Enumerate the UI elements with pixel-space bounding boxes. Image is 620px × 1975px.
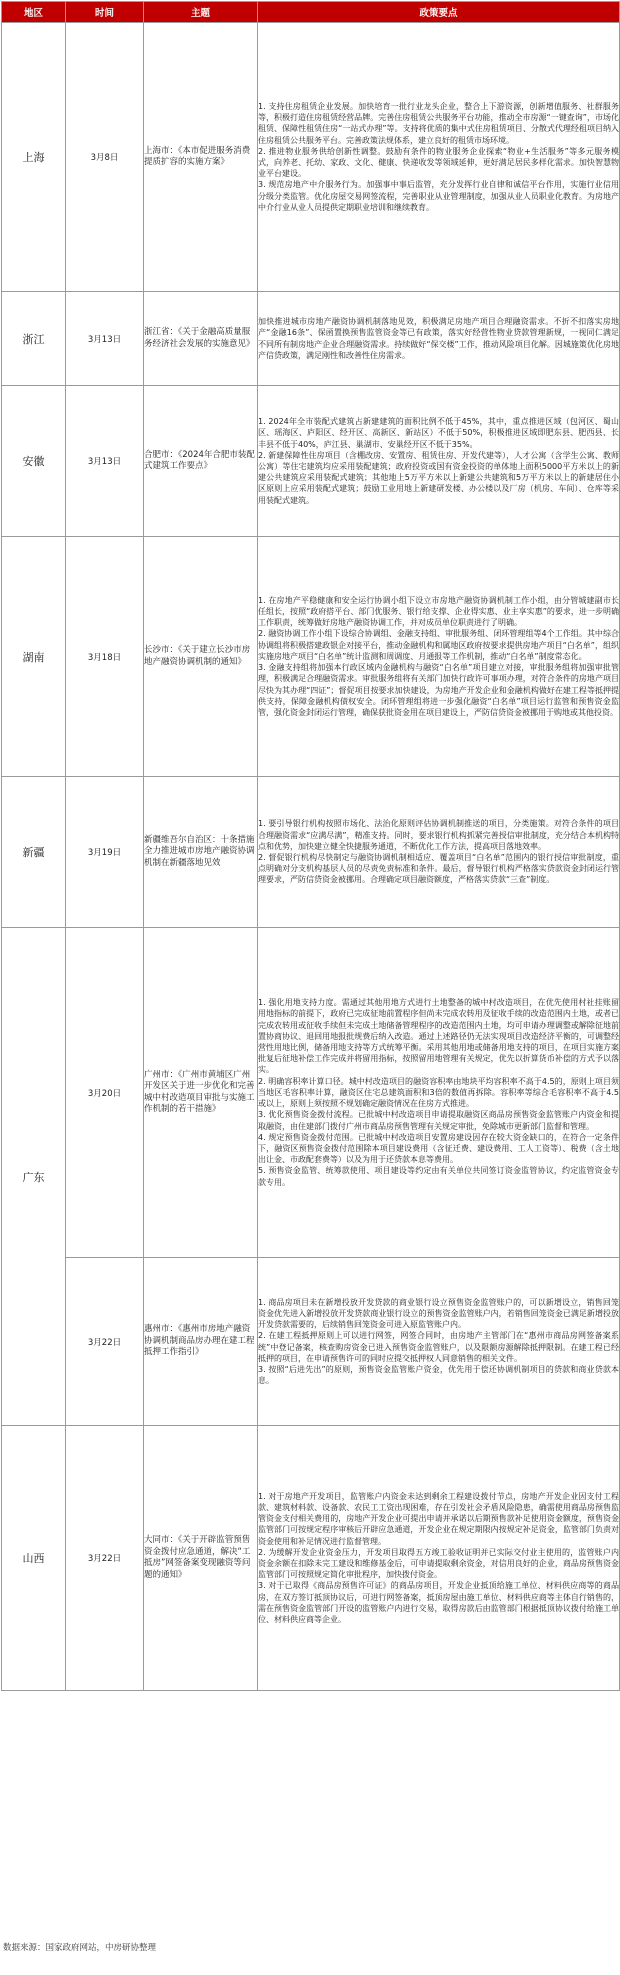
topic-cell: 新疆维吾尔自治区：十条措施全力推进城市房地产融资协调机制在新疆落地见效 <box>144 777 258 928</box>
topic-cell: 大同市：《关于开辟监管预售资金拨付应急通道，解决“工抵房”网签备案变现融资等问题的通知》 <box>144 1426 258 1691</box>
points-cell <box>258 1258 620 1426</box>
table-row <box>2 777 620 928</box>
date-cell: 3月20日 <box>66 928 144 1258</box>
points-cell <box>258 386 620 537</box>
table-row <box>2 1258 620 1426</box>
policy-point: 5. 预售资金监管、统筹款使用、项目建设等约定由有关单位共同签订资金监管协议，约定监管资金专款专用。 <box>258 1166 619 1187</box>
policy-point: 2. 为缓解开发企业资金压力，开发项目取得五方竣工验收证明并已实际交付业主使用的，监管账户内资金余额在扣除未完工建设和维修基金后，可申请提取剩余资金，对信用良好的企业，商品房预售资金监管部门可按照规定简化审批程序，加快拨付资金。 <box>258 1547 619 1580</box>
table-row <box>2 537 620 777</box>
points-cell <box>258 292 620 386</box>
policy-point: 1. 商品房项目未在新增投放开发贷款的商业银行设立预售资金监管账户的，可以新增设立，销售回笼资金优先进入新增投放开发贷款商业银行设立的预售资金监管账户内，若销售回笼资金已满足新增投放开发贷款需要的，后续销售回笼资金可进入原监管账户内。 <box>258 1297 619 1330</box>
date-cell: 3月19日 <box>66 777 144 928</box>
points-cell <box>258 777 620 928</box>
table-row <box>2 292 620 386</box>
header-topic: 主题 <box>144 2 258 23</box>
points-cell <box>258 537 620 777</box>
table-row <box>2 1426 620 1691</box>
policy-point: 2. 推进物业服务供给创新性调整。鼓励有条件的物业服务企业探索“物业+生活服务”等多元服务模式，向养老、托幼、家政、文化、健康、快递收发等领域延伸，更好满足居民多样化需求。加快智慧物业平台建设。 <box>258 146 619 179</box>
policy-point: 1. 要引导银行机构按照市场化、法治化原则评估协调机制推送的项目，分类施策。对符合条件的项目合理融资需求“应满尽满”，精准支持。同时，要求银行机构抓紧完善授信审批制度，充分结合本机构特点和优势，加快建立健全快捷服务通道，不断优化工作方法，提高项目落地效率。 <box>258 819 619 851</box>
policy-point: 3. 规范房地产中介服务行为。加强事中事后监管，充分发挥行业自律和诚信平台作用，实施行业信用分级分类监管。优化房屋交易网签流程，完善职业从业管理制度，加强从业人员职业化教育。为房地产中介行业从业人员提供定期职业培训和继续教育。 <box>258 180 619 212</box>
topic-cell: 合肥市：《2024年合肥市装配式建筑工作要点》 <box>144 386 258 537</box>
header-date: 时间 <box>66 2 144 23</box>
topic-cell: 广州市：《广州市黄埔区广州开发区关于进一步优化和完善城中村改造项目审批与实施工作机制的若干措施》 <box>144 928 258 1258</box>
topic-cell: 浙江省：《关于金融高质量服务经济社会发展的实施意见》 <box>144 292 258 386</box>
points-cell <box>258 928 620 1258</box>
source-note: 数据来源：国家政府网站，中房研协整理 <box>3 1943 157 1953</box>
points-cell <box>258 23 620 292</box>
policy-point: 4. 规定预售资金拨付范围。已批城中村改造项目安置房建设因存在较大资金缺口的，在符合一定条件下，融资区预售资金拨付范围除本项目建设费用（含征迁费、建设费用、工人工资等）、税费（含土地出让金、市政配套费等）以及为用于还贷款本息等费用。 <box>258 1132 619 1165</box>
policy-point: 2. 明确容积率计算口径。城中村改造项目的融资容积率由地块平均容积率不高于4.5的，原则上项目须当地区毛容积率计算，融资区住宅总建筑面积和3倍的数值再拆除。容积率等综合毛容积率不高于4.5或以上，原则上须按照不规划确定融资情况在住房方式推进。 <box>258 1076 619 1109</box>
policy-point: 1. 在房地产平稳健康和安全运行协调小组下设立市房地产融资协调机制工作小组，由分管城建副市长任组长，按照“政府搭平台、部门优服务、银行给支撑、企业得实惠、业主享实惠”的要求，进一步明确工作职责，统筹做好房地产融资协调工作，并对成员单位职责进行了明确。 <box>258 595 619 628</box>
region-cell: 新疆 <box>2 777 66 928</box>
policy-point: 1. 2024年全市装配式建筑占新建建筑的面积比例不低于45%，其中，重点推进区域（包河区、蜀山区、瑶海区、庐阳区、经开区、高新区、新站区）不低于50%，积极推进区域即肥东县、肥西县、长丰县不低于40%，庐江县、巢湖市、安巢经开区不低于35%。 <box>258 417 619 449</box>
topic-cell: 惠州市：《惠州市房地产融资协调机制商品房办理在建工程抵押工作指引》 <box>144 1258 258 1426</box>
policy-point: 加快推进城市房地产融资协调机制落地见效，积极满足房地产项目合理融资需求。不折不扣落实房地产“金融16条”、保函置换预售监管资金等已有政策，落实好经营性物业贷款管理新规，一视同仁满足不同所有制房地产企业合理融资需求。持续做好“保交楼”工作，推动风险项目化解。因城施策优化房地产信贷政策，满足刚性和改善性住房需求。 <box>258 317 619 360</box>
date-cell: 3月22日 <box>66 1258 144 1426</box>
region-cell: 广东 <box>2 928 66 1426</box>
policy-point: 3. 按照“后进先出”的原则，预售资金监管账户资金，优先用于偿还协调机制项目的贷款和商业贷款本息。 <box>258 1364 619 1386</box>
date-cell: 3月22日 <box>66 1426 144 1691</box>
date-cell: 3月18日 <box>66 537 144 777</box>
header-points: 政策要点 <box>258 2 620 23</box>
date-cell: 3月13日 <box>66 292 144 386</box>
policy-point: 1. 强化用地支持力度。需通过其他用地方式进行土地整备的城中村改造项目，在优先使用村社挂账留用地指标的前提下，政府已完成征地前置程序但尚未完成农转用及征收手续的改造范围内土地，或者已完成农转用或征收手续但未完成土地储备管理程序的改造范围内土地，均可申请办理调整或解除征地前置协商协议、退回用地报批规费后纳入改造。通过上述路径仍无法实现项目改造经济平衡的，可调整经营性用地比例，储备用地支持等方式统筹平衡。采用其他用地或储备用地支持的项目，在项目实施方案批复后征地补偿工作完成并将留用指标，按照留用地管理有关规定，优先以折算货币补偿的方式予以落实。 <box>258 998 619 1075</box>
region-cell: 山西 <box>2 1426 66 1691</box>
table-row <box>2 928 620 1258</box>
topic-cell: 长沙市：《关于建立长沙市房地产融资协调机制的通知》 <box>144 537 258 777</box>
policy-point: 1. 支持住房租赁企业发展。加快培育一批行业龙头企业，整合上下游资源，创新增值服务、社群服务等，积极打造住房租赁经营品牌。完善住房租赁公共服务平台功能，推动全市房源“一键查询”，市场化租赁、保障性租赁住房“一站式办理”等。支持将优质的集中式住房租赁项目、分散式代理经租项目纳入住房租赁公共服务平台。完善政策法规体系，建立良好的租赁市场环境。 <box>258 101 619 145</box>
policy-point: 1. 对于房地产开发项目，监管账户内资金未达到剩余工程建设拨付节点，房地产开发企业因支付工程款、建筑材料款、设备款、农民工工资出现困难，存在引发社会矛盾风险隐患，确需使用商品房预售监管资金支付相关费用的，房地产开发企业可提出申请并承诺以后期预售款补足使用资金额度，预售资金监管部门可按规定程序审核后开辟应急通道，开发企业在规定期限内按规定补足资金，监管部门负责对资金使用和补足情况进行监督管理。 <box>258 1491 619 1546</box>
region-cell: 湖南 <box>2 537 66 777</box>
topic-cell: 上海市：《本市促进服务消费提质扩容的实施方案》 <box>144 23 258 292</box>
region-cell: 上海 <box>2 23 66 292</box>
region-cell: 安徽 <box>2 386 66 537</box>
points-cell <box>258 1426 620 1691</box>
region-cell: 浙江 <box>2 292 66 386</box>
header-row <box>2 2 620 23</box>
policy-point: 2. 新建保障性住房项目（含棚改房、安置房、租赁住房、开发代建等），人才公寓（含学生公寓、教师公寓）等住宅建筑均应采用装配建筑；政府投资或国有资金投资的单体地上面积5000平方米以上的新建公共建筑应采用装配式建筑；其他地上5万平方米以上新建公共建筑和5万平方米以上的新建居住小区原则上应采用装配式建筑；鼓励工业用地上新建研发楼、办公楼以及厂房（机房、车间）、仓库等采用装配式建筑。 <box>258 450 619 505</box>
policy-point: 3. 对于已取得《商品房预售许可证》的商品房项目，开发企业抵顶给施工单位、材料供应商等的商品房，在双方签订抵顶协议后，可进行网签备案，抵顶房屋由施工单位、材料供应商等主体自行销售的，需在预售资金监管部门开设的监管账户内进行交易，取得房款后由监管部门根据抵顶协议拨付给施工单位、材料供应商等企业。 <box>258 1581 619 1625</box>
date-cell: 3月13日 <box>66 386 144 537</box>
header-region: 地区 <box>2 2 66 23</box>
table-row <box>2 23 620 292</box>
table-row <box>2 386 620 537</box>
policy-point: 2. 在建工程抵押原则上可以进行网签，网签合同时，由房地产主管部门在“惠州市商品房网签备案系统”中登记备案，核查购房资金已进入预售资金监管账户，以及限额房源解除抵押限制。在建工程已经抵押的项目，在申请预售许可的同时应提交抵押权人同意销售的相关文件。 <box>258 1331 619 1363</box>
policy-point: 2. 督促银行机构尽快制定与融资协调机制相适应、覆盖项目“白名单”范围内的银行授信审批制度，重点明确对分支机构基层人员的尽责免责标准和条件。最后，督导银行机构严格落实贷款资金封闭运行管理要求，严防信贷资金被挪用。合理确定项目融资额度，严格落实贷款“三查”制度。 <box>258 853 619 885</box>
policy-point: 3. 金融支持组将加强本行政区域内金融机构与融资“白名单”项目建立对接，审批服务组将加强审批管理，积极满足合理融资需求。审批服务组将有关部门加快行政许可事项办理，对符合条件的房地产项目尽快为其办理“四证”；督促项目按要求加快建设，为房地产开发企业和金融机构做好在建工程等抵押提供支持，保障金融机构债权安全。闭环管理组将进一步强化融资“白名单”项目运行监管和预售资金监管，强化资金封闭运行管理，确保获批资金用在项目建设上，严防信贷资金被挪用于购地或其他投资。 <box>258 663 619 717</box>
policy-point: 2. 融资协调工作小组下设综合协调组、金融支持组、审批服务组、闭环管理组等4个工作组。其中综合协调组将积极搭建政银企对接平台，推动金融机构和属地区政府按要求提供房地产项目“白名单”，组织实施房地产项目“白名单”统计监测和周调度、月通报等工作机制，推动“白名单”制度常态化。 <box>258 629 619 661</box>
policy-table <box>1 1 620 1691</box>
policy-point: 3. 优化预售资金拨付流程。已批城中村改造项目申请提取融资区商品房预售资金监管账户内资金和提取融资，由住建部门拨付广州市商品房预售管理有关规定审批，免除城市更新部门监督和管理。 <box>258 1110 619 1131</box>
date-cell: 3月8日 <box>66 23 144 292</box>
